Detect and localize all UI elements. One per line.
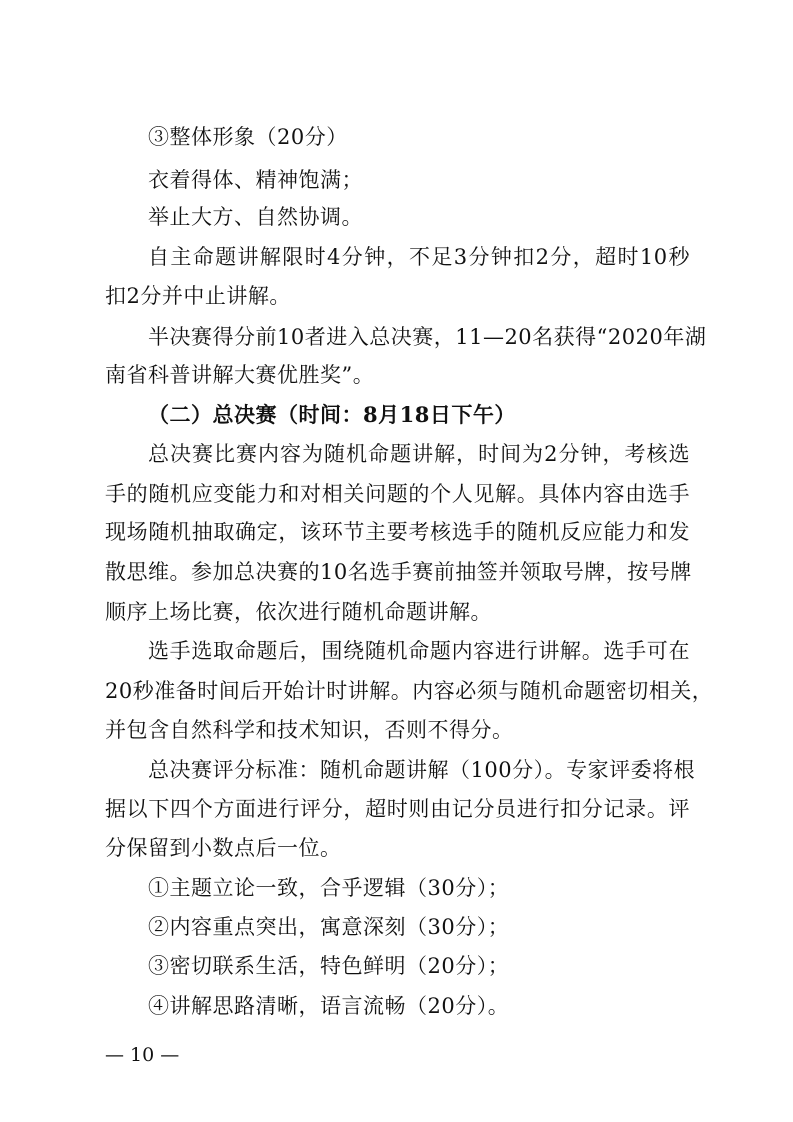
- criterion-item: ②内容重点突出，寓意深刻（30分）；: [148, 915, 510, 939]
- paragraph-line: 自主命题讲解限时4分钟，不足3分钟扣2分，超时10秒: [148, 245, 690, 269]
- paragraph-line: 总决赛比赛内容为随机命题讲解，时间为2分钟，考核选: [148, 442, 690, 466]
- criterion-item: ④讲解思路清晰，语言流畅（20分）。: [148, 994, 510, 1018]
- paragraph-line: 选手选取命题后，围绕随机命题内容进行讲解。选手可在: [148, 639, 690, 663]
- paragraph-line: 20秒准备时间后开始计时讲解。内容必须与随机命题密切相关，: [105, 679, 714, 703]
- section-heading-final: （二）总决赛（时间：8月18日下午）: [148, 402, 516, 427]
- paragraph-line: 据以下四个方面进行评分，超时则由记分员进行扣分记录。评: [105, 797, 690, 821]
- paragraph-line: 扣2分并中止讲解。: [105, 284, 291, 308]
- paragraph-line: 顺序上场比赛，依次进行随机命题讲解。: [105, 600, 492, 624]
- criterion-item: ③密切联系生活，特色鲜明（20分）；: [148, 954, 510, 978]
- paragraph-line: 现场随机抽取确定，该环节主要考核选手的随机反应能力和发: [105, 520, 690, 544]
- paragraph-line: 总决赛评分标准：随机命题讲解（100分）。专家评委将根: [148, 758, 696, 782]
- paragraph-line: 并包含自然科学和技术知识，否则不得分。: [105, 718, 514, 742]
- paragraph-line: 南省科普讲解大赛优胜奖”。: [105, 363, 375, 387]
- paragraph-line: 半决赛得分前10者进入总决赛，11—20名获得“2020年湖: [148, 325, 707, 349]
- paragraph-line: 分保留到小数点后一位。: [105, 836, 342, 860]
- criterion-item: 举止大方、自然协调。: [148, 205, 363, 229]
- page-number: — 10 —: [105, 1044, 180, 1066]
- paragraph-line: 手的随机应变能力和对相关问题的个人见解。具体内容由选手: [105, 482, 690, 506]
- criterion-item: 衣着得体、精神饱满；: [148, 168, 363, 192]
- criterion-item: ①主题立论一致，合乎逻辑（30分）；: [148, 876, 510, 900]
- criterion-overall-image: ③整体形象（20分）: [148, 125, 348, 149]
- paragraph-line: 散思维。参加总决赛的10名选手赛前抽签并领取号牌，按号牌: [105, 560, 692, 584]
